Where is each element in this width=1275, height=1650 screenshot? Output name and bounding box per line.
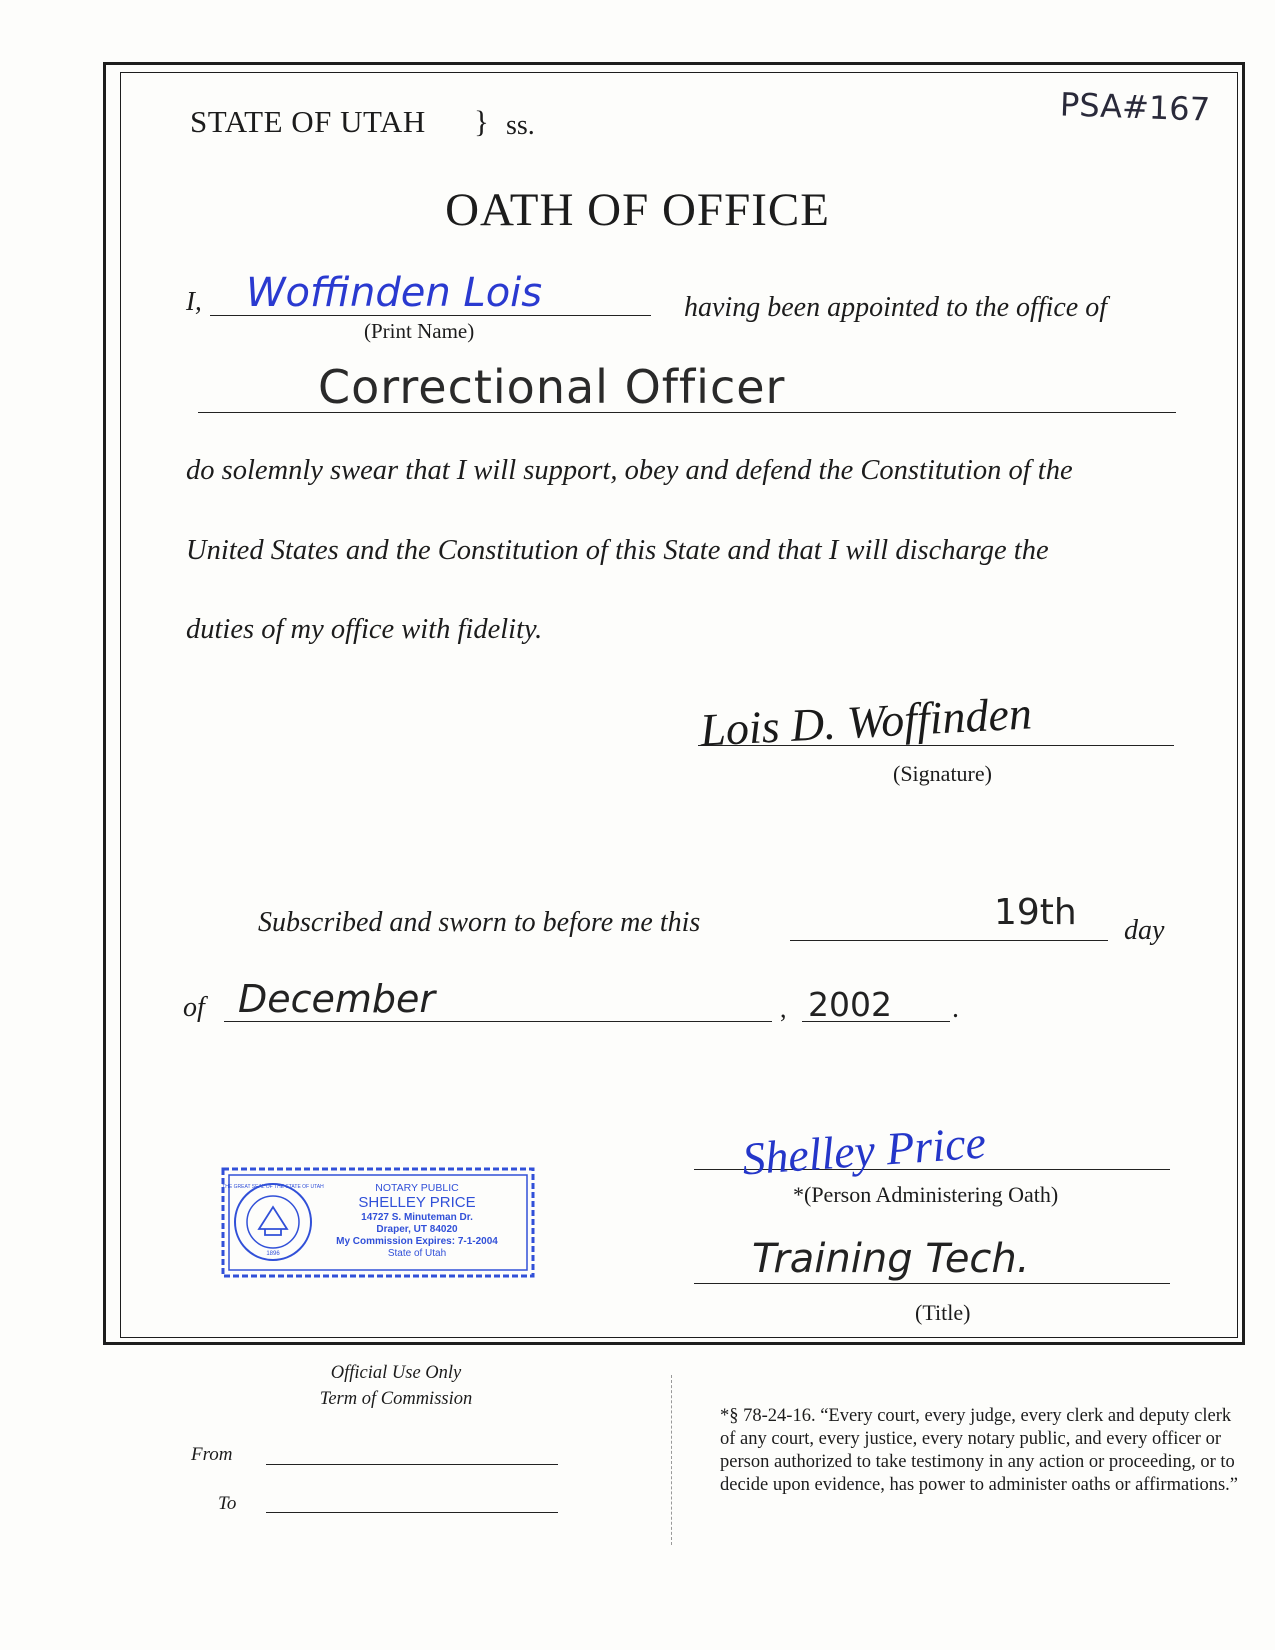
handwritten-day: 19th: [994, 892, 1077, 933]
from-line: [266, 1464, 558, 1465]
ss-label: ss.: [506, 110, 535, 141]
oath-line-3: duties of my office with fidelity.: [186, 614, 543, 645]
subscribed-text: Subscribed and sworn to before me this: [258, 907, 701, 938]
notary-stamp: [221, 1167, 535, 1278]
seal-year: 1896: [266, 1251, 280, 1257]
statute-text: *§ 78-24-16. “Every court, every judge, every clerk and deputy clerk of any court, every justice, every notary public, and every officer or person authorized to take testimony in any action or proceeding, or to decide upon evidence, has power to administer oaths or affirmations.”: [720, 1406, 1239, 1495]
to-line: [266, 1512, 558, 1513]
state-heading: STATE OF UTAH: [190, 104, 426, 139]
comma-mark: ,: [780, 994, 787, 1023]
of-label: of: [183, 992, 205, 1023]
month-line: [224, 1021, 772, 1022]
handwritten-office: Correctional Officer: [318, 360, 786, 414]
seal-beehive-icon: [259, 1207, 287, 1235]
handwritten-month: December: [238, 977, 436, 1021]
stamp-address-2: Draper, UT 84020: [376, 1224, 458, 1235]
brace-mark: }: [474, 104, 489, 139]
stamp-commission: My Commission Expires: 7-1-2004: [336, 1236, 498, 1247]
oath-line-2: United States and the Constitution of this State and that I will discharge the: [186, 535, 1049, 566]
oath-line-1: do solemnly swear that I will support, obey and defend the Constitution of the: [186, 455, 1073, 486]
document-title: OATH OF OFFICE: [445, 184, 830, 236]
stamp-address-1: 14727 S. Minuteman Dr.: [361, 1212, 473, 1223]
handwritten-year: 2002: [808, 985, 892, 1024]
period-mark: .: [952, 993, 959, 1024]
print-name-caption: (Print Name): [364, 319, 475, 343]
reference-number: PSA#167: [1059, 85, 1211, 129]
i-prefix: I,: [186, 286, 202, 316]
title-line: [694, 1283, 1170, 1284]
title-caption: (Title): [915, 1300, 971, 1325]
handwritten-title: Training Tech.: [752, 1236, 1030, 1282]
day-label: day: [1124, 915, 1165, 946]
handwritten-signature: Lois D. Woffinden: [698, 687, 1033, 756]
signature-caption: (Signature): [893, 761, 992, 786]
appointed-text: having been appointed to the office of: [684, 292, 1108, 323]
seal-inner-ring: [247, 1196, 299, 1248]
handwritten-name: Woffinden Lois: [246, 270, 543, 316]
stamp-name: SHELLEY PRICE: [358, 1194, 476, 1211]
official-use-heading: Official Use Only: [330, 1363, 462, 1383]
administrator-caption: *(Person Administering Oath): [793, 1182, 1059, 1207]
handwritten-administrator: Shelley Price: [740, 1116, 988, 1185]
inner-border: [120, 72, 1238, 1338]
from-label: From: [191, 1444, 233, 1465]
to-label: To: [218, 1493, 237, 1514]
divider: [671, 1375, 672, 1545]
stamp-state: State of Utah: [387, 1248, 447, 1259]
stamp-heading: NOTARY PUBLIC: [375, 1182, 459, 1194]
seal-ring-text: THE GREAT SEAL OF THE STATE OF UTAH: [222, 1184, 324, 1190]
term-of-commission-heading: Term of Commission: [319, 1389, 473, 1409]
day-line: [790, 940, 1108, 941]
